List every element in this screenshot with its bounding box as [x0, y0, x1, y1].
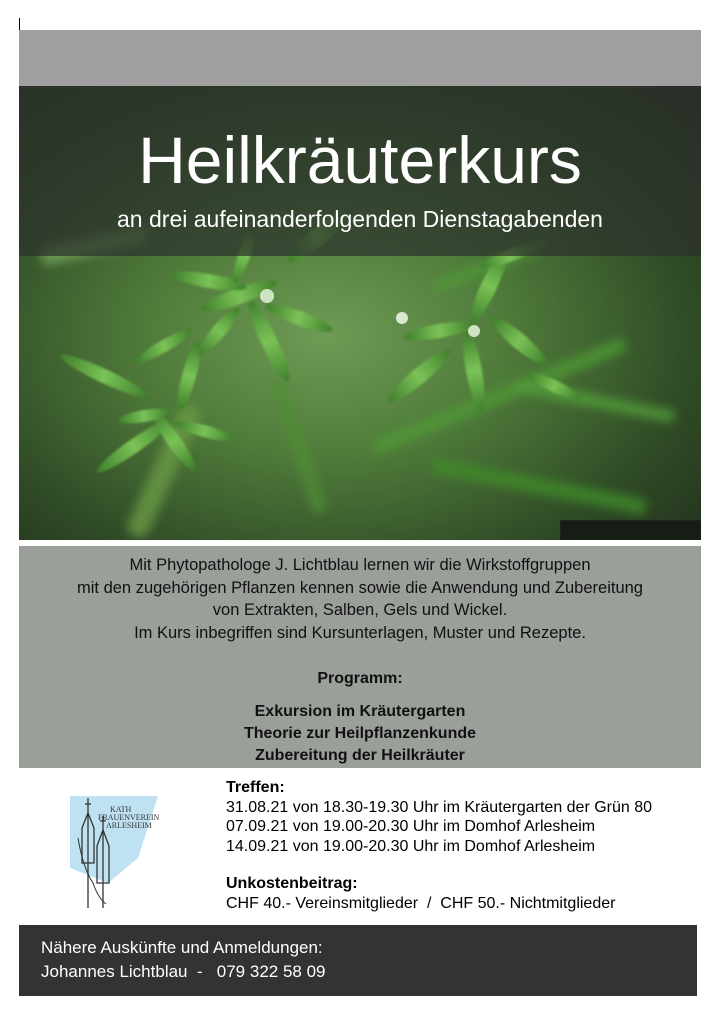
contact-footer — [19, 925, 697, 996]
program-section — [19, 668, 701, 767]
description-line: Mit Phytopathologe J. Lichtblau lernen wir die Wirkstoffgruppen — [129, 556, 591, 574]
program-item: Zubereitung der Heilkräuter — [255, 747, 465, 764]
info-panel — [19, 546, 701, 768]
logo-text-line: ARLESHEIM — [106, 821, 152, 830]
meeting-item: 14.09.21 von 19.00-20.30 Uhr im Domhof Arlesheim — [226, 837, 596, 855]
frauenverein-logo — [68, 788, 178, 908]
image-corner-box — [560, 520, 701, 540]
description-line: mit den zugehörigen Pflanzen kennen sowie die Anwendung und Zubereitung — [77, 578, 643, 597]
meetings-title: Treffen: — [226, 779, 285, 796]
course-details — [226, 778, 701, 913]
page-subtitle: an drei aufeinanderfolgenden Dienstagabenden — [117, 206, 603, 232]
course-description — [19, 554, 701, 644]
meeting-item: 07.09.21 von 19.00-20.30 Uhr im Domhof Arlesheim — [226, 818, 596, 835]
church-logo-graphic — [68, 788, 178, 908]
logo-text-line: FRAUENVEREIN — [98, 813, 160, 822]
page-title: Heilkräuterkurs — [138, 123, 582, 197]
logo-text-line: KATH — [110, 805, 132, 814]
meeting-item: 31.08.21 von 18.30-19.30 Uhr im Kräutergarten der Grün 80 — [226, 798, 653, 816]
costs-text: CHF 40.- Vereinsmitglieder / CHF 50.- Nichtmitglieder — [226, 894, 616, 912]
program-item: Theorie zur Heilpflanzenkunde — [243, 725, 477, 742]
costs-title: Unkostenbeitrag: — [226, 875, 358, 892]
contact-heading: Nähere Auskünfte und Anmeldungen: — [41, 938, 323, 957]
top-band — [19, 30, 701, 86]
description-line: von Extrakten, Salben, Gels und Wickel. — [212, 601, 508, 619]
program-title: Programm: — [317, 670, 403, 687]
program-item: Exkursion im Kräutergarten — [254, 703, 466, 720]
contact-line: Johannes Lichtblau - 079 322 58 09 — [41, 962, 326, 981]
description-line: Im Kurs inbegriffen sind Kursunterlagen, Muster und Rezepte. — [134, 623, 586, 642]
hero-image — [19, 86, 701, 540]
